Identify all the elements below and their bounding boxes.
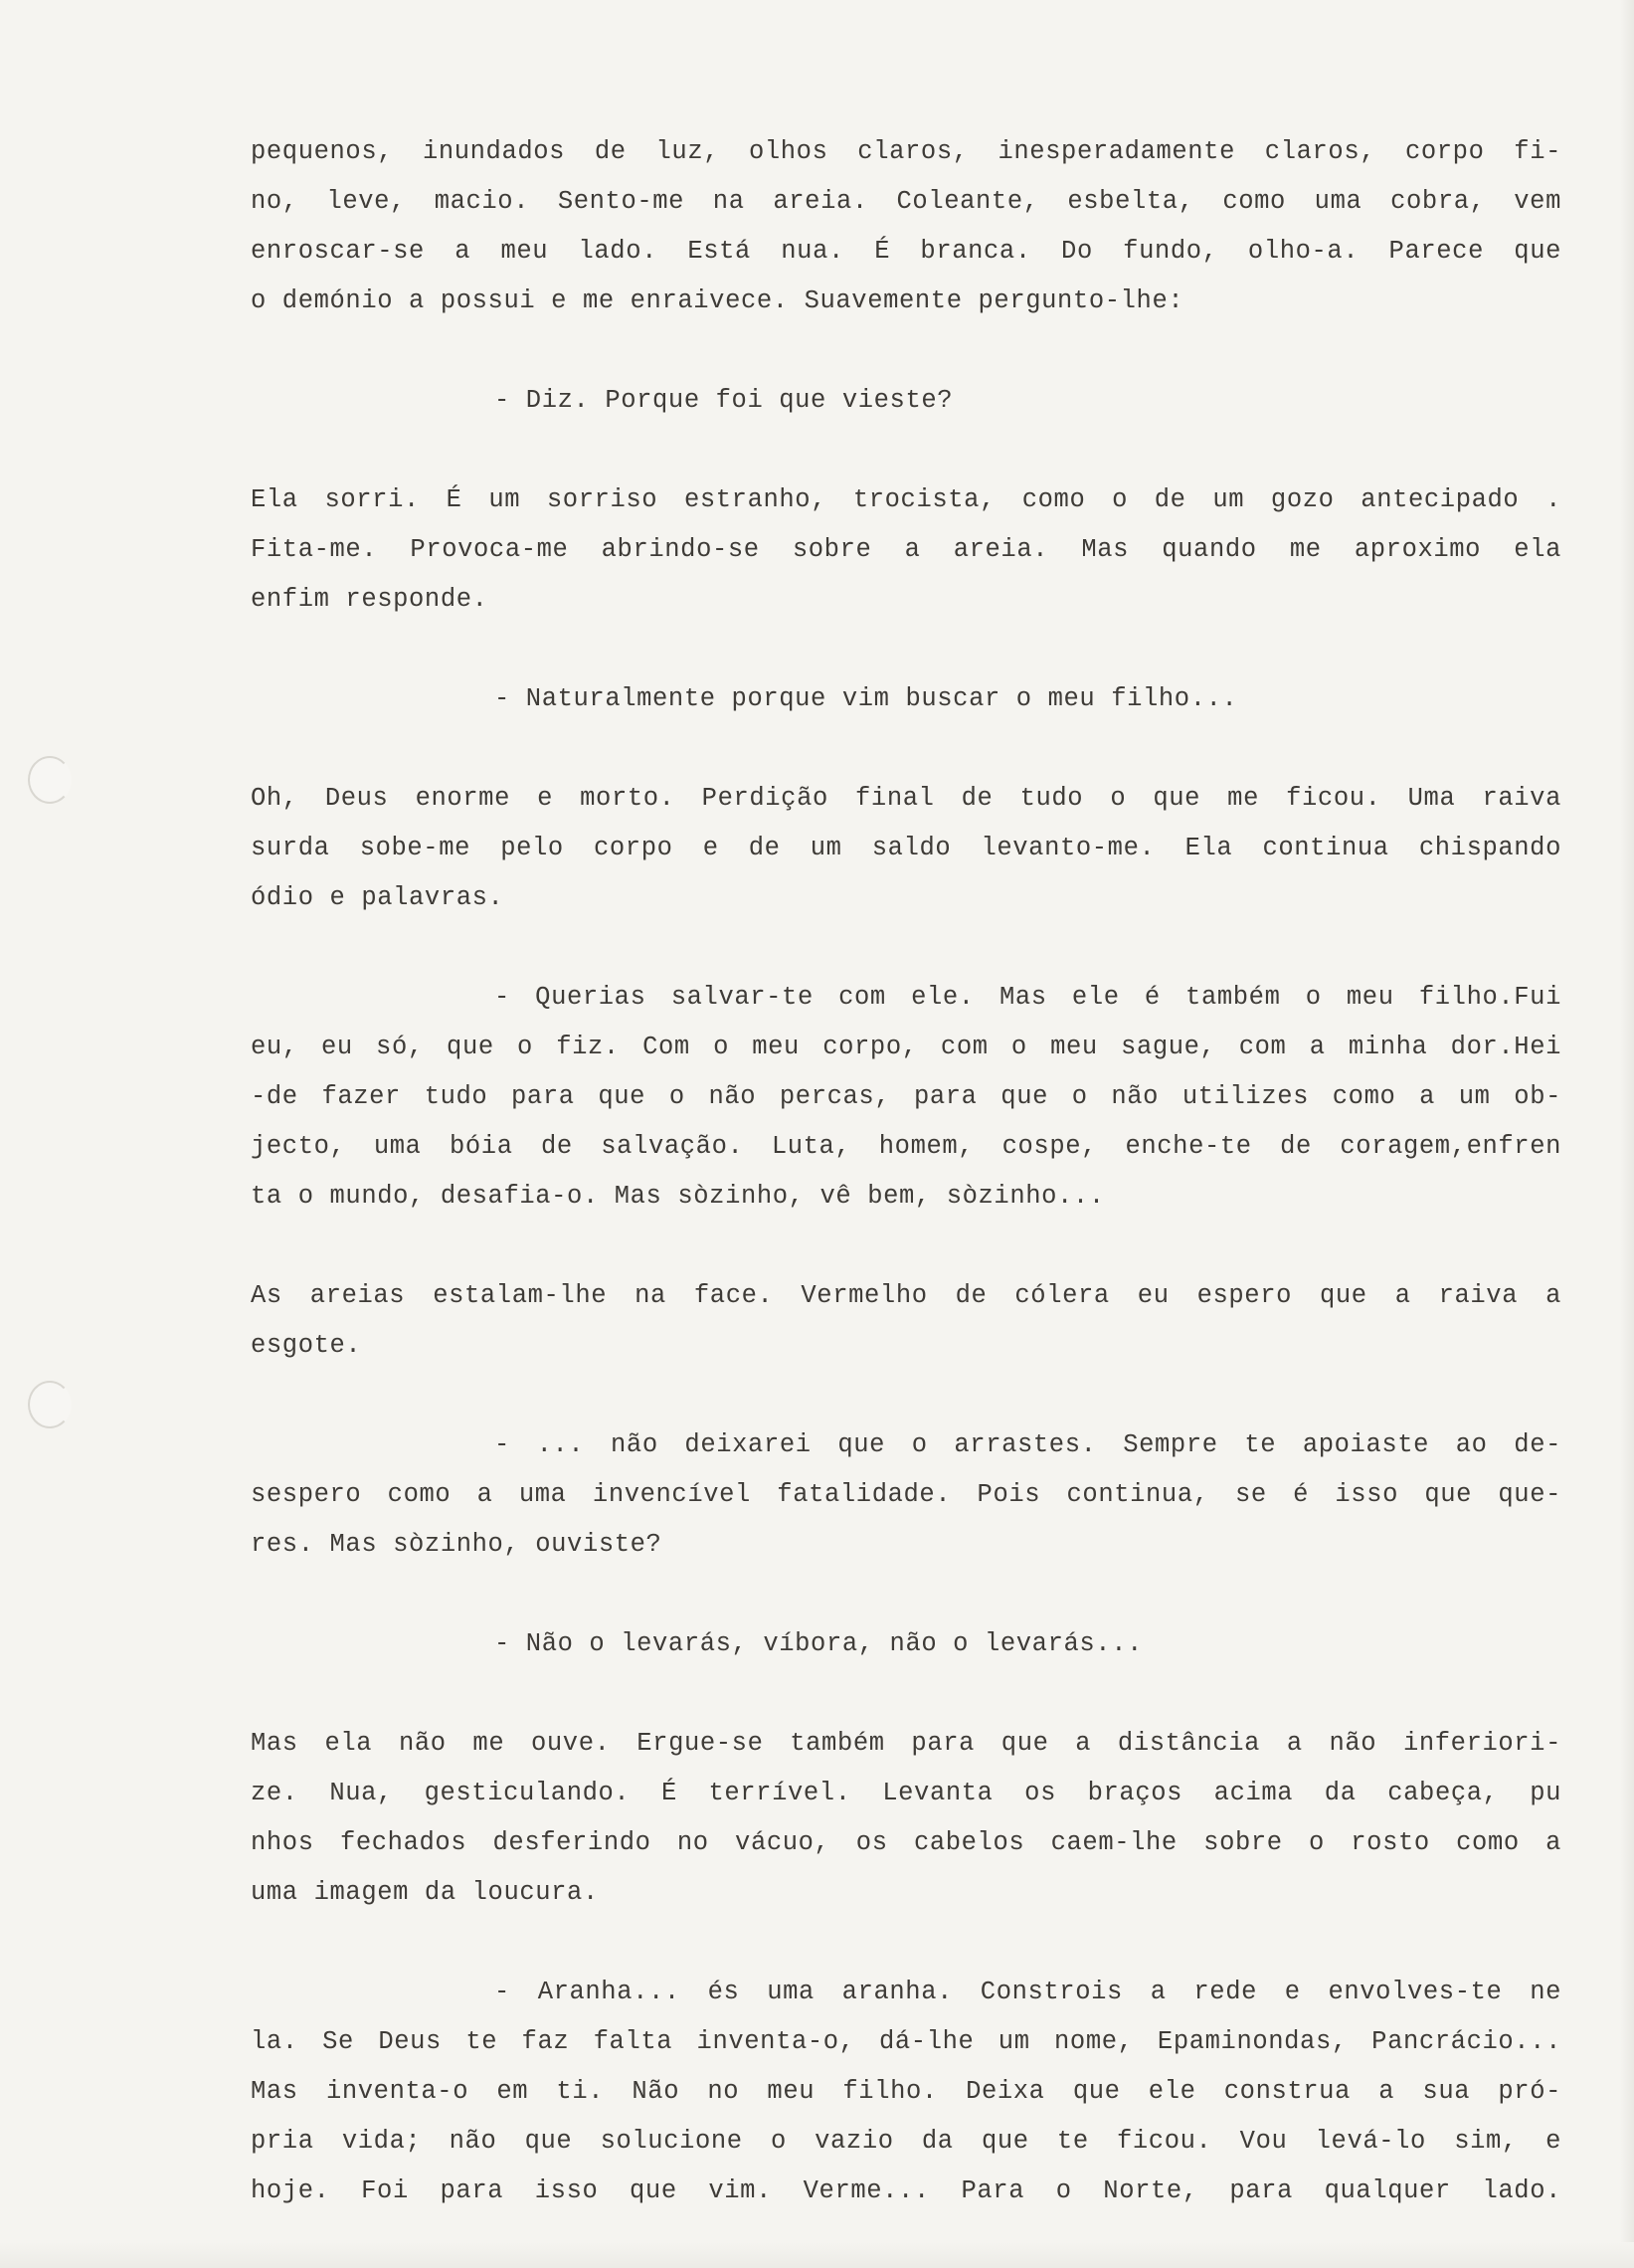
text-line: la. Se Deus te faz falta inventa-o, dá-lhe um nome, Epaminondas, Pancrácio... bbox=[251, 2027, 1561, 2056]
dialogue-line: - Querias salvar-te com ele. Mas ele é também o meu filho.Fui bbox=[494, 983, 1561, 1012]
text-line: o demónio a possui e me enraivece. Suavemente pergunto-lhe: bbox=[251, 286, 1184, 315]
text-line: Oh, Deus enorme e morto. Perdição final de tudo o que me ficou. Uma raiva bbox=[251, 784, 1561, 813]
text-line: -de fazer tudo para que o não percas, para que o não utilizes como a um ob- bbox=[251, 1082, 1561, 1111]
text-line: no, leve, macio. Sento-me na areia. Coleante, esbelta, como uma cobra, vem bbox=[251, 187, 1561, 216]
text-line: ódio e palavras. bbox=[251, 883, 504, 912]
text-line: esgote. bbox=[251, 1331, 362, 1360]
text-line: nhos fechados desferindo no vácuo, os cabelos caem-lhe sobre o rosto como a bbox=[251, 1828, 1561, 1857]
punch-hole bbox=[28, 756, 72, 804]
punch-hole bbox=[28, 1381, 72, 1428]
text-line: Mas ela não me ouve. Ergue-se também para que a distância a não inferiori- bbox=[251, 1729, 1561, 1758]
text-line: uma imagem da loucura. bbox=[251, 1878, 599, 1907]
dialogue-line: - ... não deixarei que o arrastes. Sempre te apoiaste ao de- bbox=[494, 1430, 1561, 1459]
text-line: res. Mas sòzinho, ouviste? bbox=[251, 1530, 662, 1559]
text-line: Ela sorri. É um sorriso estranho, trocista, como o de um gozo antecipado . bbox=[251, 485, 1561, 514]
dialogue-line: - Diz. Porque foi que vieste? bbox=[494, 386, 954, 415]
text-line: Fita-me. Provoca-me abrindo-se sobre a areia. Mas quando me aproximo ela bbox=[251, 535, 1561, 564]
text-line: ta o mundo, desafia-o. Mas sòzinho, vê bem, sòzinho... bbox=[251, 1182, 1105, 1211]
dialogue-line: - Não o levarás, víbora, não o levarás... bbox=[494, 1629, 1144, 1658]
text-line: pequenos, inundados de luz, olhos claros, inesperadamente claros, corpo fi- bbox=[251, 137, 1561, 166]
text-line: ze. Nua, gesticulando. É terrível. Levanta os braços acima da cabeça, pu bbox=[251, 1779, 1561, 1807]
text-line: hoje. Foi para isso que vim. Verme... Para o Norte, para qualquer lado. bbox=[251, 2176, 1561, 2205]
text-line: enfim responde. bbox=[251, 585, 488, 614]
text-line: pria vida; não que solucione o vazio da que te ficou. Vou levá-lo sim, e bbox=[251, 2127, 1561, 2156]
text-line: eu, eu só, que o fiz. Com o meu corpo, com o meu sague, com a minha dor.Hei bbox=[251, 1033, 1561, 1061]
dialogue-line: - Naturalmente porque vim buscar o meu filho... bbox=[494, 684, 1238, 713]
text-line: surda sobe-me pelo corpo e de um saldo levanto-me. Ela continua chispando bbox=[251, 834, 1561, 862]
text-line: enroscar-se a meu lado. Está nua. É branca. Do fundo, olho-a. Parece que bbox=[251, 237, 1561, 266]
text-line: jecto, uma bóia de salvação. Luta, homem, cospe, enche-te de coragem,enfren bbox=[251, 1132, 1561, 1161]
paper-right-edge bbox=[1620, 0, 1634, 2268]
paper-bottom-edge bbox=[0, 2242, 1634, 2268]
text-line: sespero como a uma invencível fatalidade. Pois continua, se é isso que que- bbox=[251, 1480, 1561, 1509]
dialogue-line: - Aranha... és uma aranha. Constrois a rede e envolves-te ne bbox=[494, 1978, 1561, 2006]
text-line: Mas inventa-o em ti. Não no meu filho. Deixa que ele construa a sua pró- bbox=[251, 2077, 1561, 2106]
text-line: As areias estalam-lhe na face. Vermelho de cólera eu espero que a raiva a bbox=[251, 1281, 1561, 1310]
